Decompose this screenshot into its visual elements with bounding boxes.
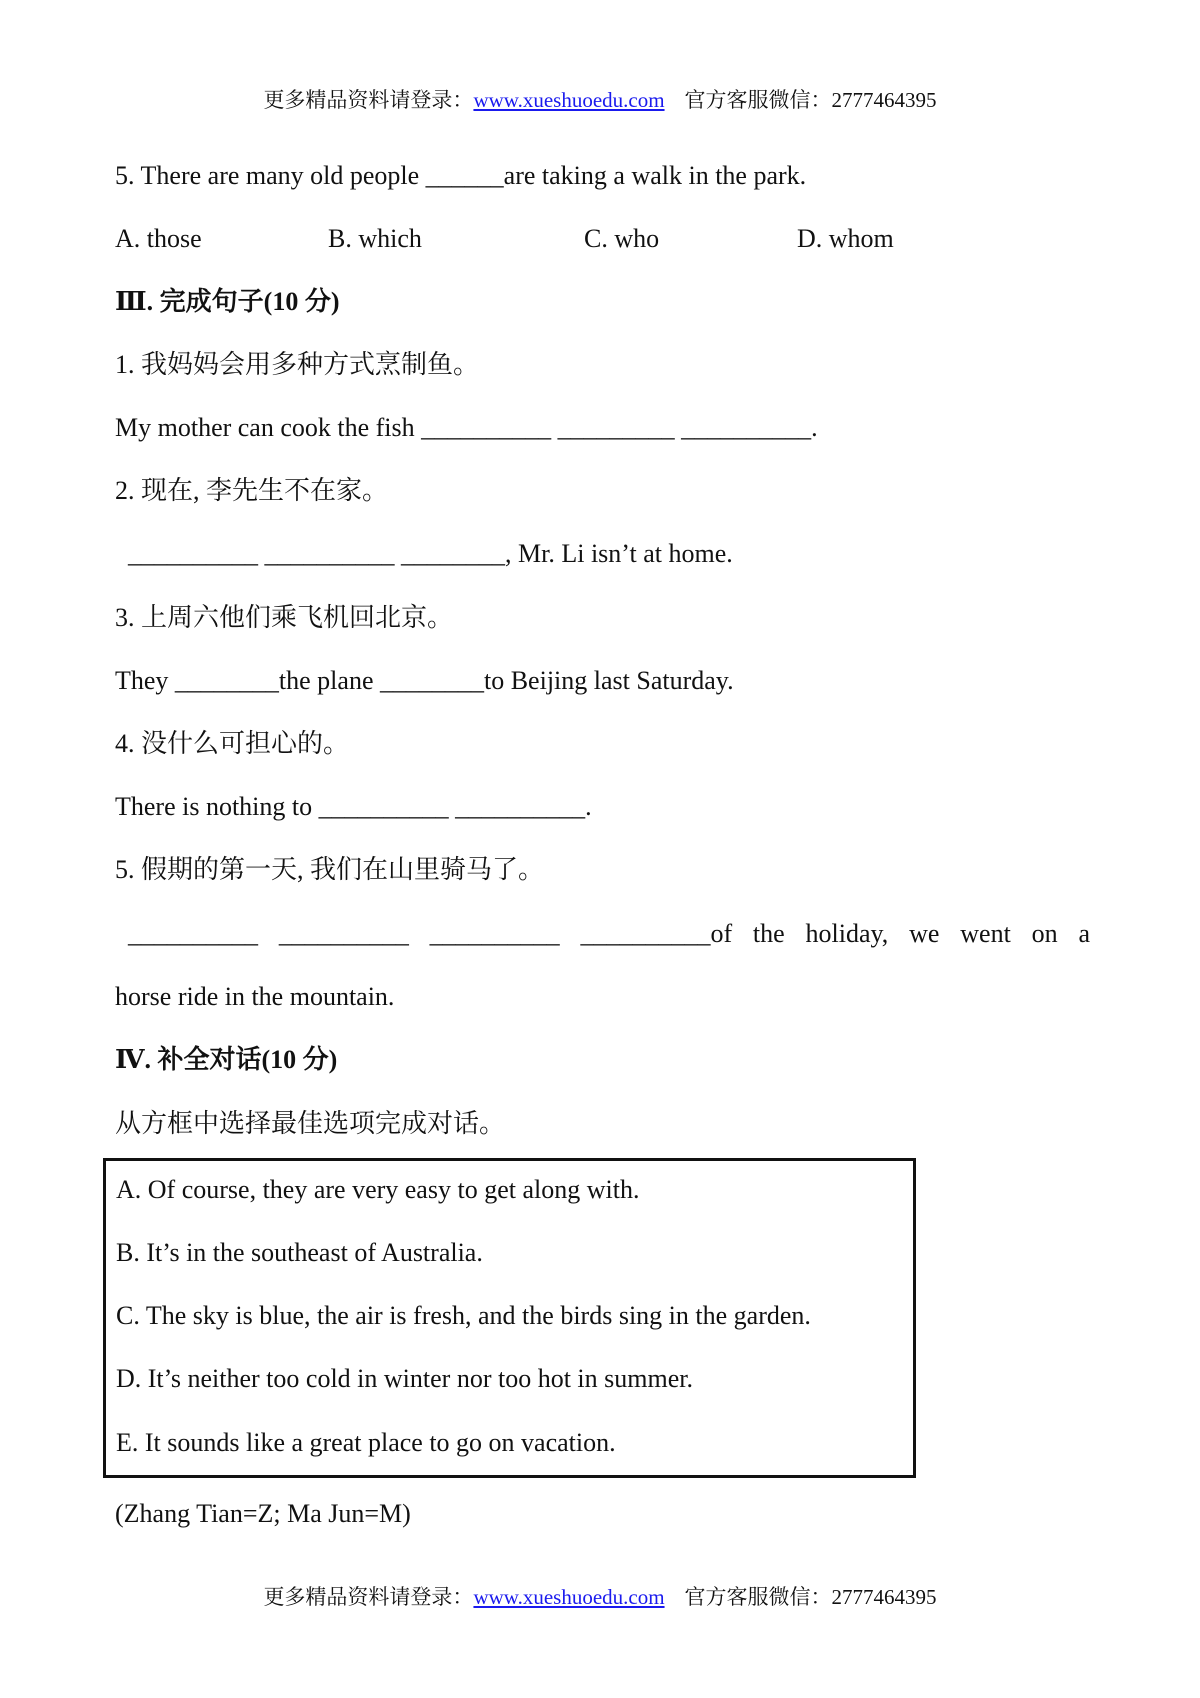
s3-item5-word: we xyxy=(909,919,940,948)
s3-item3-cn: 3. 上周六他们乘飞机回北京。 xyxy=(115,603,454,632)
s3-item5-word: holiday, xyxy=(805,919,889,948)
box-option-b: B. It’s in the southeast of Australia. xyxy=(116,1238,483,1267)
s3-item5-en-continued: horse ride in the mountain. xyxy=(115,982,395,1011)
q5-option-d: D. whom xyxy=(797,224,894,253)
s3-item5-word: on xyxy=(1031,919,1058,948)
s3-item5-cn: 5. 假期的第一天, 我们在山里骑马了。 xyxy=(115,855,545,884)
section-4-title: Ⅳ. 补全对话(10 分) xyxy=(115,1045,338,1074)
s3-item5-word: __________ xyxy=(128,919,258,948)
s3-item5-word: __________of xyxy=(580,919,733,948)
q5-option-c: C. who xyxy=(584,224,660,253)
question-5-stem: 5. There are many old people ______are taking a walk in the park. xyxy=(115,161,807,190)
header-service: 官方客服微信：2777464395 xyxy=(684,88,937,112)
s3-item1-en: My mother can cook the fish __________ _________ __________. xyxy=(115,413,818,442)
s3-item4-en: There is nothing to __________ __________. xyxy=(115,792,592,821)
section-3-title: Ⅲ. 完成句子(10 分) xyxy=(115,287,340,316)
s3-item1-cn: 1. 我妈妈会用多种方式烹制鱼。 xyxy=(115,350,480,379)
options-box xyxy=(103,1158,916,1478)
footer-service: 官方客服微信：2777464395 xyxy=(684,1585,937,1609)
s3-item2-en: __________ __________ ________, Mr. Li isn’t at home. xyxy=(128,539,733,568)
s3-item2-cn: 2. 现在, 李先生不在家。 xyxy=(115,476,389,505)
dialogue-speakers: (Zhang Tian=Z; Ma Jun=M) xyxy=(115,1499,411,1528)
page-header xyxy=(0,86,1200,114)
s3-item4-cn: 4. 没什么可担心的。 xyxy=(115,729,350,758)
page-footer xyxy=(0,1583,1200,1611)
s3-item5-word: __________ xyxy=(278,919,409,948)
header-link[interactable]: www.xueshuoedu.com xyxy=(473,88,665,112)
s3-item5-word: went xyxy=(960,919,1011,948)
box-option-d: D. It’s neither too cold in winter nor too hot in summer. xyxy=(116,1364,693,1393)
header-prefix: 更多精品资料请登录： xyxy=(263,88,474,112)
s3-item5-word: __________ xyxy=(429,919,560,948)
s3-item5-word: the xyxy=(752,919,785,948)
box-option-a: A. Of course, they are very easy to get along with. xyxy=(116,1175,640,1204)
q5-option-b: B. which xyxy=(328,224,422,253)
section-4-instruction: 从方框中选择最佳选项完成对话。 xyxy=(115,1109,506,1138)
q5-option-a: A. those xyxy=(115,224,202,253)
s3-item5-en xyxy=(128,918,1090,950)
box-option-e: E. It sounds like a great place to go on vacation. xyxy=(116,1428,616,1457)
box-option-c: C. The sky is blue, the air is fresh, and the birds sing in the garden. xyxy=(116,1301,811,1330)
footer-prefix: 更多精品资料请登录： xyxy=(263,1585,474,1609)
footer-link[interactable]: www.xueshuoedu.com xyxy=(473,1585,665,1609)
s3-item5-word: a xyxy=(1078,919,1090,948)
s3-item3-en: They ________the plane ________to Beijing last Saturday. xyxy=(115,666,734,695)
